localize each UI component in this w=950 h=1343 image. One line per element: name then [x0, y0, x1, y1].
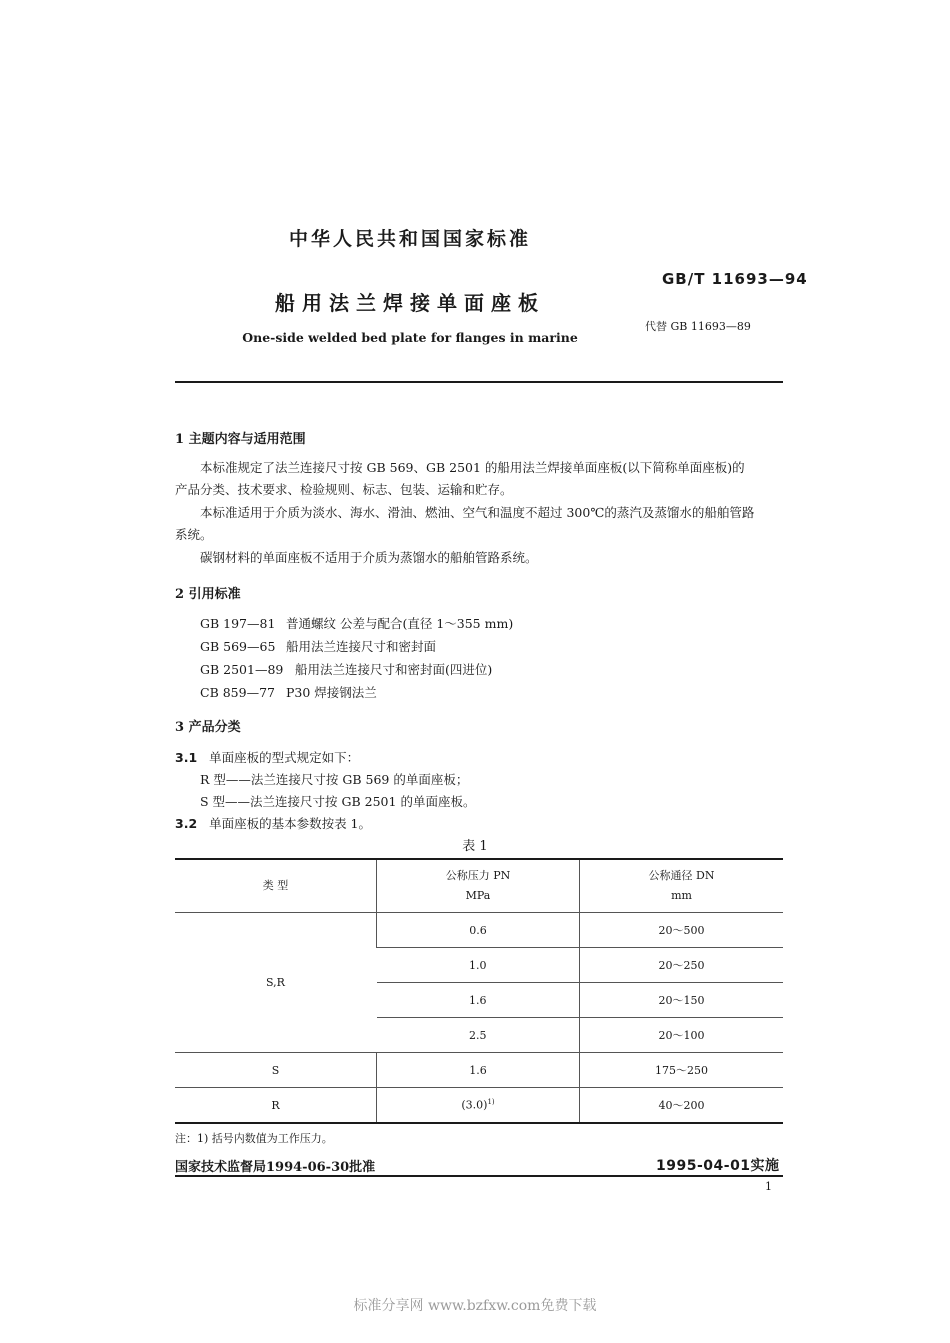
reference-item: [200, 683, 377, 701]
section-1-paragraph-2b: 系统。: [175, 527, 213, 542]
footer-divider: [175, 1175, 783, 1177]
header-divider: [175, 381, 783, 383]
section-1-paragraph-3: 碳钢材料的单面座板不适用于介质为蒸馏水的船舶管路系统。: [200, 550, 538, 565]
pressure-value: (3.0): [461, 1098, 488, 1112]
header-type: 类 型: [175, 859, 377, 913]
pressure-cell: 1.6: [377, 983, 580, 1018]
diameter-cell: 20～150: [580, 983, 784, 1018]
reference-code: GB 197—81: [200, 616, 276, 631]
r-type-definition: R 型——法兰连接尺寸按 GB 569 的单面座板；: [200, 772, 469, 787]
national-standard-heading: 中华人民共和国国家标准: [288, 228, 531, 250]
clause-text: 单面座板的基本参数按表 1。: [209, 816, 372, 831]
section-1-heading: 1 主题内容与适用范围: [175, 432, 306, 447]
header-pressure-unit: MPa: [465, 889, 491, 902]
reference-title: 普通螺纹 公差与配合(直径 1～355 mm): [286, 616, 514, 631]
clause-number: 3.1: [175, 750, 198, 765]
parameter-table: [175, 858, 783, 1124]
section-3-heading: 3 产品分类: [175, 720, 241, 735]
reference-code: GB 569—65: [200, 639, 276, 654]
approval-date: 国家技术监督局1994-06-30批准: [175, 1160, 376, 1175]
table-row: [175, 913, 783, 948]
table-row: [175, 1088, 783, 1124]
reference-title: P30 焊接钢法兰: [286, 685, 377, 700]
clause-number: 3.2: [175, 816, 198, 831]
type-cell: R: [175, 1088, 377, 1124]
header-diameter-unit: mm: [671, 889, 692, 902]
section-1-paragraph-1a: 本标准规定了法兰连接尺寸按 GB 569、GB 2501 的船用法兰焊接单面座板(以下简称单面座板)的: [200, 460, 745, 475]
diameter-cell: 20～100: [580, 1018, 784, 1053]
clause-text: 单面座板的型式规定如下：: [209, 750, 360, 765]
reference-code: GB 2501—89: [200, 662, 284, 677]
section-1-paragraph-1b: 产品分类、技术要求、检验规则、标志、包装、运输和贮存。: [175, 482, 513, 497]
replaces-note: 代替 GB 11693—89: [645, 320, 751, 333]
pressure-cell: 1.0: [377, 948, 580, 983]
header-pressure: [377, 859, 580, 913]
pressure-cell: [377, 1088, 580, 1124]
table-row: [175, 1053, 783, 1088]
watermark: 标准分享网 www.bzfxw.com免费下载: [353, 1298, 597, 1314]
reference-item: [200, 637, 436, 655]
reference-item: [200, 660, 492, 678]
clause-3-2: [175, 814, 371, 834]
implementation-date: 1995-04-01实施: [656, 1158, 780, 1174]
pressure-cell: 2.5: [377, 1018, 580, 1053]
header-diameter-label: 公称通径 DN: [648, 869, 715, 882]
page-title: 船用法兰焊接单面座板: [275, 291, 545, 315]
table-caption: 表 1: [462, 839, 488, 854]
reference-item: [200, 614, 513, 632]
pressure-cell: 0.6: [377, 913, 580, 948]
diameter-cell: 40～200: [580, 1088, 784, 1124]
header-diameter: [580, 859, 784, 913]
section-1-paragraph-2a: 本标准适用于介质为淡水、海水、滑油、燃油、空气和温度不超过 300℃的蒸汽及蒸馏水的船舶管路: [200, 505, 755, 520]
diameter-cell: 20～500: [580, 913, 784, 948]
table-header-row: [175, 859, 783, 913]
section-2-heading: 2 引用标准: [175, 587, 241, 602]
type-cell: S,R: [175, 913, 377, 1053]
footnote-marker: 1): [487, 1098, 495, 1107]
english-title: One-side welded bed plate for flanges in marine: [242, 330, 578, 345]
s-type-definition: S 型——法兰连接尺寸按 GB 2501 的单面座板。: [200, 794, 476, 809]
clause-3-1: [175, 748, 359, 768]
diameter-cell: 20～250: [580, 948, 784, 983]
reference-title: 船用法兰连接尺寸和密封面(四进位): [295, 662, 493, 677]
reference-code: CB 859—77: [200, 685, 275, 700]
table-note: 注：1) 括号内数值为工作压力。: [175, 1132, 333, 1145]
pressure-cell: 1.6: [377, 1053, 580, 1088]
standard-code: GB/T 11693—94: [662, 270, 808, 288]
page-number: 1: [765, 1180, 772, 1193]
diameter-cell: 175～250: [580, 1053, 784, 1088]
header-pressure-label: 公称压力 PN: [445, 869, 511, 882]
reference-title: 船用法兰连接尺寸和密封面: [286, 639, 437, 654]
type-cell: S: [175, 1053, 377, 1088]
